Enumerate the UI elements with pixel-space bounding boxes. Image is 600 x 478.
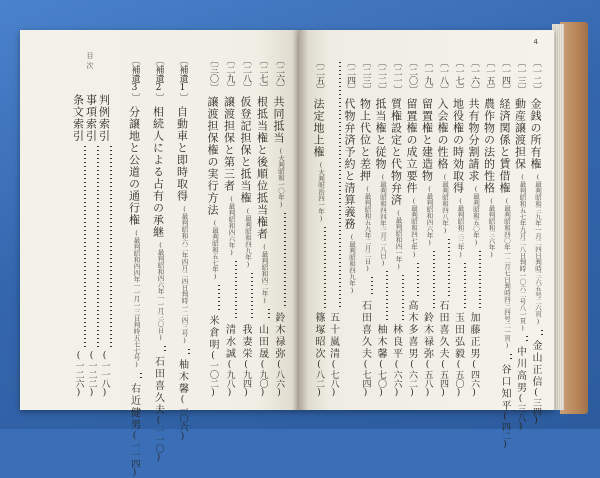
entry-number: 〔一六〕 bbox=[469, 58, 479, 94]
toc-entry bbox=[496, 58, 512, 450]
entry-citation: (最判昭和四一年) bbox=[394, 209, 403, 271]
page-number: 4 bbox=[533, 38, 538, 46]
entry-author: 金山正信 bbox=[530, 339, 541, 388]
toc-entry bbox=[254, 56, 270, 398]
leader-dots bbox=[510, 354, 512, 360]
entry-author: 玉田弘毅 bbox=[452, 312, 464, 360]
entry-citation: (最判昭和四六年一一月三〇日) bbox=[156, 241, 165, 342]
leader-dots bbox=[417, 263, 419, 297]
entry-title: 地役権の時効取得 bbox=[451, 98, 465, 194]
entry-page: (四六) bbox=[469, 360, 479, 398]
entry-title: 農作物の法的性格 bbox=[482, 98, 496, 194]
entry-number: 〔一八〕 bbox=[438, 58, 448, 94]
entry-title: 留置権の成立要件 bbox=[405, 98, 418, 194]
toc-entry bbox=[419, 58, 435, 398]
entry-citation: (最判昭和三九年一月二四日判時三六五号二六頁) bbox=[534, 173, 542, 326]
entry-title: 共同抵当 bbox=[272, 96, 285, 144]
entry-number: 〔二〇〕 bbox=[407, 58, 417, 94]
entry-author: 林良平 bbox=[390, 324, 402, 360]
leader-dots bbox=[526, 336, 528, 342]
left-page bbox=[20, 30, 299, 478]
entry-number: 〔補遺1〕 bbox=[177, 56, 188, 102]
toc-entry bbox=[527, 58, 543, 426]
entry-citation: (最判昭和五七年) bbox=[211, 219, 219, 281]
entry-author: 清水誠 bbox=[223, 324, 235, 360]
entry-page: (三四) bbox=[531, 387, 541, 426]
entry-number: 〔一四〕 bbox=[500, 58, 510, 94]
book-gutter bbox=[292, 30, 308, 410]
entry-page: (五〇) bbox=[453, 360, 464, 398]
toc-entry bbox=[481, 58, 497, 398]
entry-author: 山田晟 bbox=[256, 324, 268, 360]
leader-dots bbox=[464, 263, 466, 309]
toc-entry bbox=[434, 58, 450, 398]
entry-title: 仮登記担保と抵当権 bbox=[239, 96, 252, 204]
entry-page: (一二二) bbox=[86, 351, 97, 398]
entry-citation: (最判昭和四六年) bbox=[425, 185, 434, 247]
entry-page: (八六) bbox=[274, 360, 284, 398]
entry-author: 柚木馨 bbox=[375, 324, 386, 360]
entry-citation: (最判昭和五九年二月二日) bbox=[363, 185, 372, 273]
running-head: 目次 bbox=[86, 52, 94, 72]
entry-author: 鈴木禄弥 bbox=[421, 312, 433, 360]
entry-page: (一一八) bbox=[99, 351, 110, 398]
entry-citation: (大判昭和一〇年) bbox=[277, 147, 285, 209]
entry-number: 〔三〇〕 bbox=[208, 56, 218, 92]
leader-dots bbox=[402, 275, 404, 321]
entry-title: 質権設定と代物弁済 bbox=[389, 98, 403, 206]
entry-number: 〔二三〕 bbox=[360, 58, 371, 94]
entry-author: 柚木馨 bbox=[176, 358, 188, 395]
leader-dots bbox=[218, 285, 220, 312]
toc-appendix-entry bbox=[174, 56, 190, 442]
entry-citation: (最判昭和五〇年) bbox=[472, 185, 480, 247]
entry-title: 自動車と即時取得 bbox=[175, 106, 189, 202]
entry-author: 石田喜久夫 bbox=[152, 355, 164, 416]
entry-author: 高木多喜男 bbox=[406, 300, 417, 360]
entry-number: 〔一九〕 bbox=[422, 58, 433, 94]
entry-citation: (最判昭和四〇年一二月七日判時四三四号二一頁) bbox=[503, 197, 511, 350]
leader-dots bbox=[448, 239, 450, 297]
entry-page: (八二) bbox=[314, 360, 324, 398]
entry-title: 相続人による占有の承継 bbox=[151, 106, 165, 238]
entry-page: (一一〇) bbox=[153, 415, 164, 463]
toc-entry bbox=[326, 58, 341, 398]
leader-dots bbox=[164, 346, 166, 352]
entry-page: (六二) bbox=[407, 360, 417, 398]
leader-dots bbox=[251, 273, 253, 321]
entry-citation: (最判昭和四七年) bbox=[410, 197, 418, 259]
entry-title: 入会権の性格 bbox=[436, 98, 449, 170]
entry-author: 加藤正男 bbox=[468, 312, 479, 360]
entry-number: 〔二五〕 bbox=[314, 58, 324, 94]
toc-entry bbox=[237, 56, 253, 398]
entry-title: 金銭の所有権 bbox=[529, 98, 542, 170]
entry-author: 鈴木禄弥 bbox=[273, 312, 284, 360]
entry-page: (七四) bbox=[360, 360, 371, 398]
entry-number: 〔一五〕 bbox=[484, 58, 495, 94]
entry-title: 代物弁済予約と清算義務 bbox=[343, 98, 356, 230]
toc-index-entry bbox=[70, 90, 86, 398]
entry-number: 〔二八〕 bbox=[241, 56, 251, 92]
entry-author: 石田喜久夫 bbox=[437, 300, 448, 360]
entry-page: (六六) bbox=[391, 360, 402, 398]
entry-author: 石田喜久夫 bbox=[359, 300, 371, 360]
leader-dots bbox=[110, 146, 112, 347]
right-page bbox=[299, 30, 554, 450]
entry-citation: (最判昭和四九年) bbox=[348, 233, 356, 295]
entry-page: (四二) bbox=[500, 411, 510, 450]
entry-title: 経済関係と賃借権 bbox=[498, 98, 511, 194]
entry-page: (五四) bbox=[438, 360, 448, 398]
leader-dots bbox=[541, 330, 543, 336]
entry-number: 〔一二〕 bbox=[531, 58, 541, 94]
toc-appendix-entry bbox=[150, 56, 166, 463]
entry-number: 〔補遺3〕 bbox=[129, 56, 140, 102]
entry-page: (一〇二) bbox=[208, 351, 218, 398]
entry-title: 譲渡担保と第三者 bbox=[222, 96, 236, 192]
leader-dots bbox=[371, 277, 373, 297]
leader-dots bbox=[386, 271, 388, 320]
entry-title: 共有物分割請求 bbox=[467, 98, 480, 182]
toc-entry bbox=[372, 58, 388, 398]
entry-title: 条文索引 bbox=[71, 94, 85, 142]
entry-author: 篠塚昭次 bbox=[313, 312, 324, 360]
leader-dots bbox=[84, 146, 86, 347]
toc-entry bbox=[512, 58, 528, 432]
entry-citation: (最判昭和三六年) bbox=[487, 197, 496, 259]
leader-dots bbox=[140, 373, 142, 379]
entry-number: 〔一三〕 bbox=[515, 58, 526, 94]
leader-dots bbox=[188, 349, 190, 355]
entry-author: 五十嵐清 bbox=[327, 312, 339, 360]
toc-entry bbox=[403, 58, 419, 398]
entry-author: 右近健男 bbox=[128, 382, 140, 431]
entry-title: 判例索引 bbox=[97, 94, 111, 142]
entry-citation: (最判昭和四八年) bbox=[441, 173, 449, 235]
toc-appendix-entry bbox=[126, 56, 142, 478]
entry-author: 中川高男 bbox=[514, 346, 526, 394]
entry-title: 留置権と建造物 bbox=[420, 98, 434, 182]
toc-entry bbox=[270, 56, 286, 398]
entry-page: (三八) bbox=[515, 394, 526, 432]
toc-entry bbox=[341, 58, 357, 398]
entry-citation: (最判昭和三三年) bbox=[456, 197, 465, 259]
entry-citation: (最判昭和四九年) bbox=[244, 207, 252, 269]
entry-author: 谷口知平 bbox=[499, 363, 510, 412]
entry-title: 抵当権と従物 bbox=[374, 98, 387, 170]
leader-dots bbox=[479, 251, 481, 309]
toc-entry bbox=[204, 56, 220, 398]
entry-citation: (最判昭和四四年一一月一三日判時五七七号) bbox=[132, 229, 141, 369]
entry-number: 〔一七〕 bbox=[453, 58, 464, 94]
entry-citation: (大判明治四一年) bbox=[317, 161, 325, 223]
leader-dots bbox=[324, 227, 326, 309]
leader-dots bbox=[433, 251, 435, 309]
entry-citation: (最判昭和四二年) bbox=[260, 243, 269, 305]
entry-page: (九〇) bbox=[257, 360, 268, 398]
entry-number: 〔補遺2〕 bbox=[153, 56, 164, 102]
entry-page: (七八) bbox=[328, 360, 339, 398]
entry-title: 動産譲渡担保 bbox=[513, 98, 527, 170]
entry-number: 〔二四〕 bbox=[345, 58, 355, 94]
entry-author: 我妻栄 bbox=[240, 324, 251, 360]
toc-entry bbox=[388, 58, 404, 398]
leader-dots bbox=[268, 309, 270, 321]
entry-number: 〔二六〕 bbox=[274, 56, 284, 92]
entry-page: (一二六) bbox=[73, 351, 84, 398]
entry-page: (七〇) bbox=[376, 360, 386, 398]
entry-page: (一〇六) bbox=[177, 394, 188, 442]
toc-entry bbox=[357, 58, 373, 398]
toc-entry bbox=[310, 58, 326, 398]
entry-citation: (最判昭和六二年四月二四日判時一二四三号) bbox=[180, 205, 189, 345]
leader-dots bbox=[235, 261, 237, 321]
toc-entry bbox=[465, 58, 481, 398]
leader-dots bbox=[284, 213, 286, 309]
entry-title: 事項索引 bbox=[84, 94, 98, 142]
entry-number: 〔二一〕 bbox=[391, 58, 402, 94]
entry-citation: (最判昭和四四年三月二八日) bbox=[379, 173, 387, 267]
toc-entry bbox=[450, 58, 466, 398]
entry-title: 分譲地と公道の通行権 bbox=[127, 106, 141, 226]
entry-page: (一一四) bbox=[129, 430, 140, 478]
entry-title: 根抵当権と後順位抵当権者 bbox=[255, 96, 269, 240]
entry-title: 法定地上権 bbox=[312, 98, 325, 158]
entry-number: 〔二七〕 bbox=[257, 56, 268, 92]
book-cover-edge bbox=[560, 22, 588, 414]
entry-title: 譲渡担保権の実行方法 bbox=[206, 96, 219, 216]
leader-dots bbox=[97, 146, 99, 347]
entry-number: 〔二九〕 bbox=[224, 56, 235, 92]
entry-citation: (最判昭和五七年九月二八日判時一〇六二号八一頁) bbox=[518, 173, 527, 332]
entry-citation: (最判昭和四六年) bbox=[227, 195, 236, 257]
entry-author: 米倉明 bbox=[207, 315, 218, 351]
leader-dots bbox=[339, 62, 341, 308]
entry-number: 〔二二〕 bbox=[376, 58, 386, 94]
entry-page: (五八) bbox=[422, 360, 433, 398]
entry-page: (九八) bbox=[224, 360, 235, 398]
entry-page: (九四) bbox=[241, 360, 251, 398]
toc-entry bbox=[221, 56, 237, 398]
entry-title: 物上代位と差押 bbox=[358, 98, 372, 182]
